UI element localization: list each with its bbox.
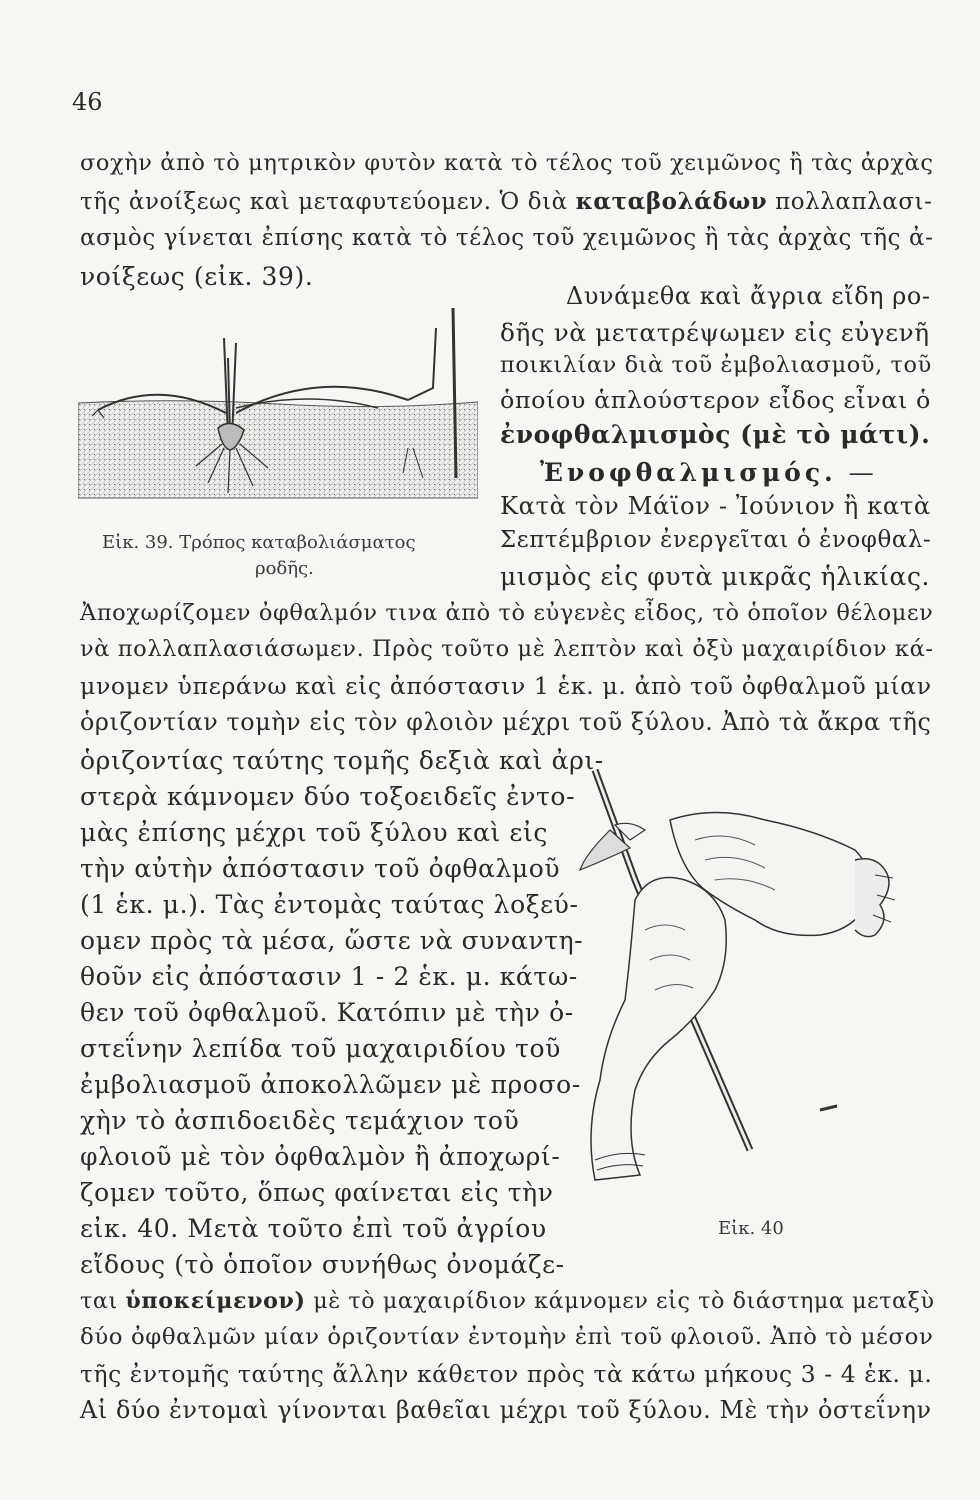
figure-39-layering-illustration xyxy=(78,298,478,528)
section-line-1: Κατὰ τὸν Μάϊον - Ἰούνιον ἢ κατὰ xyxy=(500,492,931,520)
figure-40-caption: Εἰκ. 40 xyxy=(718,1218,784,1239)
body-line-22: τῆς ἐντομῆς ταύτης ἄλλην κάθετον πρὸς τὰ κάτω μήκους 3 - 4 ἑκ. μ. xyxy=(80,1360,933,1388)
roses-line-3: ποικιλίαν διὰ τοῦ ἐμβολιασμοῦ, τοῦ xyxy=(500,352,932,378)
section-line-3: μισμὸς εἰς φυτὰ μικρᾶς ἡλικίας. xyxy=(500,562,931,591)
intro-line-4: νοίξεως (εἰκ. 39). xyxy=(80,262,314,291)
roses-line-4: ὁποίου ἁπλούστερον εἶδος εἶναι ὁ xyxy=(500,386,931,414)
body-line-17: ζομεν τοῦτο, ὅπως φαίνεται εἰς τὴν xyxy=(80,1178,554,1207)
body-line-15: χὴν τὸ ἀσπιδοειδὲς τεμάχιον τοῦ xyxy=(80,1106,520,1135)
body-line-5: ὁριζοντίας ταύτης τομῆς δεξιὰ καὶ ἀρι- xyxy=(80,746,604,775)
body-line-1: Ἀποχωρίζομεν ὀφθαλμόν τινα ἀπὸ τὸ εὐγενὲς εἶδος, τὸ ὁποῖον θέλομεν xyxy=(80,600,934,626)
body-line-9: (1 ἑκ. μ.). Τὰς ἐντομὰς ταύτας λοξεύ- xyxy=(80,890,579,919)
roses-line-2: δῆς νὰ μετατρέψωμεν εἰς εὐγενῆ xyxy=(500,318,930,347)
body-line-16: φλοιοῦ μὲ τὸν ὀφθαλμὸν ἢ ἀποχωρί- xyxy=(80,1142,561,1171)
section-line-2: Σεπτέμβριον ἐνεργεῖται ὁ ἐνοφθαλ- xyxy=(500,527,932,553)
body-line-18: εἰκ. 40. Μετὰ τοῦτο ἐπὶ τοῦ ἀγρίου xyxy=(80,1214,547,1243)
body-line-23: Αἱ δύο ἐντομαὶ γίνονται βαθεῖαι μέχρι τοῦ ξύλου. Μὲ τὴν ὀστεΐνην xyxy=(80,1396,932,1424)
body-line-8: τὴν αὐτὴν ἀπόστασιν τοῦ ὀφθαλμοῦ xyxy=(80,854,561,883)
body-line-20: ται ὑποκείμενον) μὲ τὸ μαχαιρίδιον κάμνομεν εἰς τὸ διάστημα μεταξὺ xyxy=(80,1288,935,1314)
body-line-3: μνομεν ὑπεράνω καὶ εἰς ἀπόστασιν 1 ἑκ. μ. ἀπὸ τοῦ ὀφθαλμοῦ μίαν xyxy=(80,672,932,700)
section-heading: Ἐνοφθαλμισμός. — xyxy=(540,458,878,487)
body-line-6: στερὰ κάμνομεν δύο τοξοειδεῖς ἐντο- xyxy=(80,782,576,811)
body-line-10: ομεν πρὸς τὰ μέσα, ὥστε νὰ συναντη- xyxy=(80,926,584,955)
body-line-11: θοῦν εἰς ἀπόστασιν 1 - 2 ἑκ. μ. κάτω- xyxy=(80,962,578,991)
roses-line-5: ἐνοφθαλμισμὸς (μὲ τὸ μάτι). xyxy=(500,420,931,449)
roses-line-1: Δυνάμεθα καὶ ἄγρια εἴδη ρο- xyxy=(566,282,931,310)
intro-line-3: ασμὸς γίνεται ἐπίσης κατὰ τὸ τέλος τοῦ χειμῶνος ἢ τὰς ἀρχὰς τῆς ἀ- xyxy=(80,225,934,251)
intro-line-2: τῆς ἀνοίξεως καὶ μεταφυτεύομεν. Ὁ διὰ καταβολάδων πολλαπλασι- xyxy=(80,188,933,215)
term-ypokeimenon: ὑποκείμενον) xyxy=(125,1288,306,1314)
body-line-19: εἴδους (τὸ ὁποῖον συνήθως ὀνομάζε- xyxy=(80,1250,565,1279)
body-line-4: ὁριζοντίαν τομὴν εἰς τὸν φλοιὸν μέχρι τοῦ ξύλου. Ἀπὸ τὰ ἄκρα τῆς xyxy=(80,708,932,736)
page-number: 46 xyxy=(72,88,103,116)
body-line-12: θεν τοῦ ὀφθαλμοῦ. Κατόπιν μὲ τὴν ὀ- xyxy=(80,998,574,1027)
figure-40-budding-illustration xyxy=(575,760,915,1190)
body-line-7: μὰς ἐπίσης μέχρι τοῦ ξύλου καὶ εἰς xyxy=(80,818,548,847)
body-line-2: νὰ πολλαπλασιάσωμεν. Πρὸς τοῦτο μὲ λεπτὸν καὶ ὀξὺ μαχαιρίδιον κά- xyxy=(80,636,934,662)
term-kataboladon: καταβολάδων xyxy=(575,188,768,215)
body-line-21: δύο ὀφθαλμῶν μίαν ὁριζοντίαν ἐντομὴν ἐπὶ τοῦ φλοιοῦ. Ἀπὸ τὸ μέσον xyxy=(80,1324,934,1350)
figure-39-caption: Εἰκ. 39. Τρόπος καταβολιάσματος xyxy=(102,532,416,553)
figure-39-caption-cont: ροδῆς. xyxy=(255,558,314,579)
body-line-13: στεΐνην λεπίδα τοῦ μαχαιριδίου τοῦ xyxy=(80,1034,561,1063)
intro-line-1: σοχὴν ἀπὸ τὸ μητρικὸν φυτὸν κατὰ τὸ τέλος τοῦ χειμῶνος ἢ τὰς ἀρχὰς xyxy=(80,150,934,176)
body-line-14: ἐμβολιασμοῦ ἀποκολλῶμεν μὲ προσο- xyxy=(80,1070,581,1099)
